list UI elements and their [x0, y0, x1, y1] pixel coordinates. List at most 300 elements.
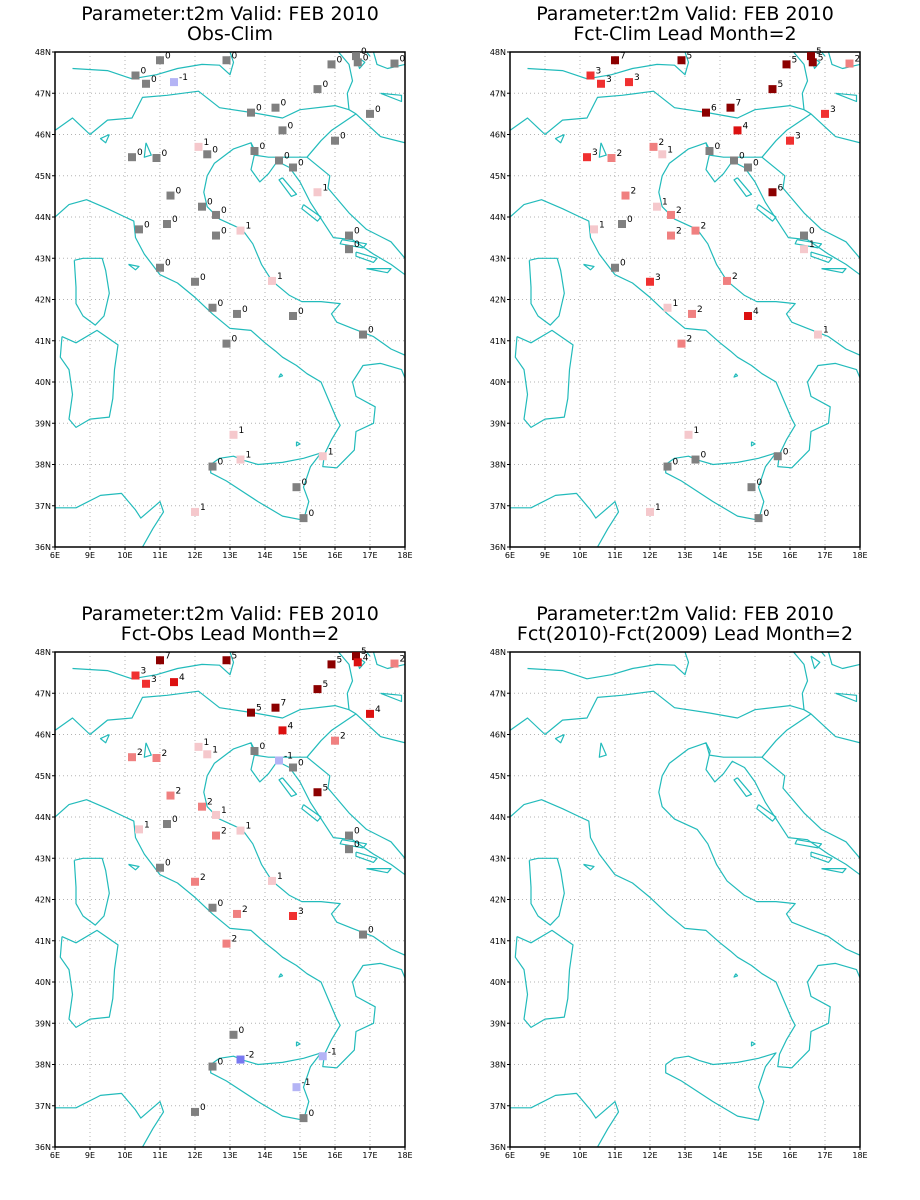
station-square — [237, 227, 245, 235]
station-square — [625, 78, 633, 86]
station-square — [293, 483, 301, 491]
station-square — [212, 232, 220, 240]
station-square — [727, 104, 735, 112]
station-square — [664, 304, 672, 312]
station-square — [319, 452, 327, 460]
station-marker — [769, 183, 784, 196]
lon-tick-label: 16E — [327, 551, 343, 560]
station-square — [366, 710, 374, 718]
station-marker — [734, 121, 749, 134]
station-value-label: 1 — [277, 871, 283, 882]
lat-tick-label: 37N — [489, 501, 506, 511]
station-marker — [251, 742, 266, 755]
station-value-label: 3 — [795, 131, 801, 142]
station-square — [163, 820, 171, 828]
station-marker — [755, 509, 770, 522]
station-value-label: 1 — [667, 145, 673, 156]
station-marker — [170, 673, 185, 686]
panel-title-line1: Parameter:t2m Valid: FEB 2010 — [81, 3, 379, 25]
station-value-label: 7 — [735, 98, 742, 109]
station-value-label: 4 — [179, 673, 185, 684]
station-value-label: 0 — [144, 220, 150, 231]
station-square — [230, 431, 238, 439]
station-square — [314, 788, 322, 796]
station-square — [135, 225, 143, 233]
station-square — [597, 80, 605, 88]
station-square — [314, 188, 322, 196]
station-marker — [590, 220, 605, 233]
station-square — [272, 104, 280, 112]
station-value-label: 3 — [592, 148, 598, 159]
lon-tick-label: 15E — [747, 1151, 763, 1160]
lat-tick-label: 37N — [34, 1101, 51, 1111]
station-marker — [195, 738, 210, 751]
station-marker — [727, 99, 742, 112]
lon-tick-label: 12E — [187, 551, 203, 560]
station-value-label: 0 — [672, 457, 679, 468]
station-square — [268, 877, 276, 885]
station-square — [583, 153, 591, 161]
station-square — [658, 150, 666, 158]
lon-tick-label: 11E — [152, 551, 168, 560]
lon-tick-label: 17E — [362, 551, 378, 560]
station-marker — [608, 149, 623, 162]
panel-title-line1: Parameter:t2m Valid: FEB 2010 — [536, 3, 834, 25]
station-marker — [814, 326, 829, 339]
lat-tick-label: 48N — [34, 48, 51, 57]
station-value-label: 2 — [137, 748, 143, 759]
station-square — [167, 792, 175, 800]
station-square — [163, 220, 171, 228]
station-square — [132, 72, 140, 80]
station-value-label: 1 — [655, 502, 661, 513]
station-value-label: 6 — [711, 103, 717, 114]
station-value-label: 0 — [756, 478, 763, 489]
lat-tick-label: 39N — [489, 1019, 506, 1029]
station-marker — [167, 787, 182, 800]
station-marker — [233, 305, 248, 318]
lon-tick-label: 12E — [642, 551, 658, 560]
station-square — [156, 864, 164, 872]
station-value-label: 5 — [686, 51, 693, 62]
station-square — [212, 832, 220, 840]
station-marker — [744, 159, 759, 172]
station-value-label: 7 — [280, 698, 287, 709]
panel-title-line2: Fct-Clim Lead Month=2 — [573, 23, 797, 45]
station-value-label: 0 — [362, 53, 369, 64]
station-marker — [279, 721, 294, 734]
station-value-label: 0 — [361, 47, 367, 58]
station-marker — [293, 1078, 311, 1091]
station-square — [156, 56, 164, 64]
station-value-label: 0 — [207, 197, 213, 208]
station-square — [223, 340, 231, 348]
lon-tick-label: 6E — [49, 1151, 61, 1160]
lat-tick-label: 45N — [34, 771, 51, 781]
station-value-label: 3 — [634, 73, 640, 84]
station-marker — [153, 149, 168, 162]
station-square — [237, 1056, 245, 1064]
station-square — [692, 227, 700, 235]
station-square — [821, 110, 829, 118]
station-square — [142, 680, 150, 688]
station-value-label: 0 — [221, 226, 227, 237]
station-square — [319, 1052, 327, 1060]
lon-tick-label: 17E — [817, 551, 833, 560]
station-square — [809, 58, 817, 66]
station-square — [251, 147, 259, 155]
station-square — [345, 232, 353, 240]
lon-tick-label: 16E — [782, 1151, 798, 1160]
lon-tick-label: 13E — [677, 551, 693, 560]
station-value-label: 2 — [616, 149, 623, 160]
station-square — [328, 60, 336, 68]
lon-tick-label: 15E — [747, 551, 763, 560]
panel-title-line2: Fct(2010)-Fct(2009) Lead Month=2 — [516, 623, 854, 645]
station-marker — [272, 699, 287, 712]
station-square — [744, 164, 752, 172]
station-square — [688, 310, 696, 318]
lat-tick-label: 41N — [489, 936, 506, 946]
station-marker — [366, 705, 381, 718]
station-marker — [366, 105, 381, 118]
station-square — [734, 126, 742, 134]
station-marker — [212, 206, 227, 219]
station-square — [223, 940, 231, 948]
lat-tick-label: 46N — [34, 130, 51, 140]
station-square — [774, 452, 782, 460]
station-value-label: 0 — [259, 142, 266, 152]
station-square — [153, 154, 161, 162]
station-marker — [706, 142, 721, 155]
lat-tick-label: 46N — [489, 730, 506, 740]
station-value-label: 0 — [354, 226, 360, 237]
station-marker — [769, 80, 784, 93]
station-value-label: 2 — [676, 205, 682, 216]
station-value-label: 0 — [217, 298, 224, 309]
station-marker — [156, 651, 171, 664]
station-value-label: 0 — [200, 272, 206, 283]
station-square — [128, 753, 136, 761]
station-marker — [209, 1058, 224, 1071]
station-square — [730, 156, 738, 164]
station-value-label: 0 — [322, 80, 329, 91]
station-value-label: 0 — [399, 54, 406, 65]
station-square — [800, 232, 808, 240]
lat-tick-label: 43N — [489, 854, 506, 864]
station-square — [135, 825, 143, 833]
station-value-label: 0 — [354, 240, 360, 251]
station-marker — [625, 73, 640, 86]
lat-tick-label: 47N — [489, 689, 506, 699]
station-marker — [268, 872, 283, 885]
lon-tick-label: 10E — [117, 1151, 133, 1160]
station-value-label: 1 — [203, 737, 210, 748]
station-square — [678, 340, 686, 348]
station-square — [209, 1063, 217, 1071]
station-marker — [128, 148, 143, 161]
lat-tick-label: 38N — [34, 460, 51, 470]
station-square — [744, 312, 752, 320]
station-marker — [289, 307, 304, 320]
station-marker — [247, 104, 262, 117]
coastline — [503, 652, 860, 1168]
lon-tick-label: 13E — [222, 551, 238, 560]
station-value-label: 0 — [172, 215, 178, 226]
station-marker — [846, 55, 861, 68]
station-value-label: 0 — [165, 858, 171, 869]
lat-tick-label: 41N — [34, 936, 51, 946]
station-marker — [587, 67, 602, 80]
station-value-label: -1 — [301, 1078, 311, 1089]
lat-tick-label: 42N — [34, 895, 51, 905]
station-value-label: -1 — [284, 751, 293, 762]
station-value-label: 2 — [242, 904, 248, 915]
lon-tick-label: 14E — [712, 1151, 728, 1160]
station-square — [191, 878, 199, 886]
lon-tick-label: 16E — [782, 551, 798, 560]
station-marker — [191, 273, 206, 286]
station-value-label: 1 — [245, 821, 252, 832]
station-value-label: 1 — [327, 447, 334, 458]
station-square — [685, 431, 693, 439]
station-marker — [786, 132, 801, 145]
coastline — [503, 52, 860, 568]
lat-tick-label: 42N — [489, 295, 506, 305]
station-value-label: 4 — [753, 307, 759, 317]
station-value-label: 1 — [221, 805, 227, 816]
station-value-label: 3 — [606, 74, 612, 85]
station-square — [251, 747, 259, 755]
station-value-label: 0 — [308, 1109, 315, 1120]
station-value-label: 1 — [238, 425, 245, 436]
station-value-label: 2 — [221, 826, 227, 837]
station-square — [769, 188, 777, 196]
station-square — [359, 331, 367, 339]
station-square — [237, 456, 245, 464]
station-square — [156, 264, 164, 272]
station-square — [156, 656, 164, 664]
lat-tick-label: 47N — [489, 89, 506, 99]
station-square — [590, 225, 598, 233]
station-value-label: 0 — [259, 742, 266, 752]
station-square — [247, 109, 255, 117]
station-marker — [821, 105, 836, 118]
station-value-label: 1 — [809, 240, 815, 251]
station-square — [279, 726, 287, 734]
station-square — [611, 56, 619, 64]
station-marker — [702, 104, 717, 117]
station-value-label: 0 — [287, 121, 294, 132]
station-value-label: 0 — [137, 148, 143, 159]
station-square — [354, 58, 362, 66]
station-value-label: 5 — [817, 53, 824, 64]
station-square — [237, 827, 245, 835]
station-marker — [212, 227, 227, 240]
station-value-label: 1 — [672, 298, 679, 309]
station-value-label: 1 — [693, 425, 700, 436]
panel-title-line1: Parameter:t2m Valid: FEB 2010 — [81, 603, 379, 625]
lon-tick-label: 15E — [292, 1151, 308, 1160]
lat-tick-label: 47N — [34, 689, 51, 699]
station-value-label: 0 — [256, 103, 262, 114]
station-marker — [611, 51, 626, 64]
lon-tick-label: 12E — [187, 1151, 203, 1160]
station-marker — [331, 732, 346, 745]
station-square — [279, 126, 287, 134]
station-square — [195, 143, 203, 151]
station-value-label: 3 — [595, 66, 602, 77]
station-marker — [800, 227, 815, 240]
station-square — [622, 192, 630, 200]
station-marker — [300, 1109, 315, 1122]
station-marker — [688, 305, 703, 318]
station-value-label: 5 — [791, 55, 798, 66]
lon-tick-label: 11E — [152, 1151, 168, 1160]
station-value-label: 0 — [140, 66, 147, 77]
lon-tick-label: 6E — [504, 1151, 516, 1160]
station-marker — [156, 859, 171, 872]
station-value-label: 2 — [175, 786, 182, 797]
station-value-label: 0 — [165, 51, 171, 62]
station-marker — [237, 1051, 255, 1064]
station-value-label: 0 — [739, 151, 745, 162]
coastline — [48, 652, 405, 1168]
station-value-label: 0 — [217, 1057, 224, 1068]
lat-tick-label: 40N — [34, 978, 51, 987]
station-square — [769, 85, 777, 93]
lat-tick-label: 40N — [489, 978, 506, 987]
station-marker — [667, 227, 682, 240]
station-marker — [359, 326, 374, 339]
lon-tick-label: 9E — [539, 1151, 551, 1160]
station-marker — [646, 273, 661, 286]
station-marker — [314, 80, 329, 93]
station-marker — [212, 806, 227, 819]
station-value-label: 0 — [200, 1102, 206, 1113]
lat-tick-label: 36N — [34, 543, 51, 552]
station-square — [391, 660, 399, 668]
station-square — [755, 514, 763, 522]
panel-title-line2: Fct-Obs Lead Month=2 — [120, 623, 340, 645]
station-square — [293, 1083, 301, 1091]
station-marker — [230, 1026, 245, 1039]
station-marker — [170, 73, 188, 86]
lat-tick-label: 44N — [34, 813, 51, 822]
lon-tick-label: 18E — [397, 551, 413, 560]
station-value-label: 0 — [340, 131, 346, 142]
station-value-label: 0 — [298, 307, 304, 317]
station-marker — [279, 121, 294, 134]
station-marker — [328, 55, 343, 68]
station-value-label: 1 — [277, 271, 283, 282]
station-value-label: 0 — [242, 304, 248, 315]
station-marker — [345, 840, 360, 853]
station-value-label: 0 — [714, 142, 721, 152]
station-square — [748, 483, 756, 491]
station-square — [230, 1031, 238, 1039]
station-square — [203, 150, 211, 158]
station-square — [195, 743, 203, 751]
station-square — [289, 312, 297, 320]
station-square — [170, 78, 178, 86]
station-marker — [272, 99, 287, 112]
lat-tick-label: 39N — [34, 419, 51, 429]
station-value-label: 5 — [322, 680, 329, 691]
station-value-label: 0 — [368, 925, 374, 936]
station-marker — [664, 458, 679, 471]
station-square — [198, 803, 206, 811]
station-square — [209, 304, 217, 312]
map-panel-4 — [490, 603, 868, 1168]
lat-tick-label: 40N — [34, 378, 51, 387]
station-marker — [135, 820, 150, 833]
station-value-label: 5 — [322, 783, 329, 794]
station-square — [268, 277, 276, 285]
station-value-label: 0 — [231, 334, 238, 345]
lat-tick-label: 43N — [34, 254, 51, 264]
lat-tick-label: 45N — [489, 171, 506, 181]
station-value-label: 1 — [203, 137, 210, 148]
station-value-label: 0 — [217, 898, 224, 909]
lat-tick-label: 48N — [489, 648, 506, 657]
station-value-label: 0 — [375, 104, 381, 115]
station-value-label: 0 — [172, 815, 178, 826]
station-square — [314, 85, 322, 93]
station-marker — [268, 272, 283, 285]
station-value-label: 0 — [308, 509, 315, 520]
station-square — [706, 147, 714, 155]
station-marker — [314, 783, 329, 796]
station-marker — [135, 220, 150, 233]
station-marker — [650, 138, 665, 151]
station-square — [359, 931, 367, 939]
station-square — [212, 211, 220, 219]
station-square — [203, 750, 211, 758]
station-square — [153, 754, 161, 762]
lat-tick-label: 44N — [489, 813, 506, 822]
station-square — [354, 658, 362, 666]
station-value-label: 5 — [231, 651, 238, 662]
station-square — [692, 456, 700, 464]
map-panel-3 — [35, 603, 413, 1168]
station-square — [198, 203, 206, 211]
station-value-label: 1 — [212, 745, 218, 756]
station-square — [667, 232, 675, 240]
station-marker — [667, 206, 682, 219]
station-value-label: 1 — [599, 220, 605, 231]
station-value-label: 0 — [753, 158, 759, 169]
lat-tick-label: 36N — [34, 1143, 51, 1152]
station-value-label: 1 — [823, 325, 829, 336]
lon-tick-label: 10E — [572, 551, 588, 560]
station-square — [846, 60, 854, 68]
station-marker — [233, 905, 248, 918]
station-square — [191, 508, 199, 516]
station-marker — [391, 655, 406, 668]
lon-tick-label: 10E — [572, 1151, 588, 1160]
station-marker — [289, 159, 304, 172]
station-square — [142, 80, 150, 88]
station-square — [800, 245, 808, 253]
lat-tick-label: 46N — [34, 730, 51, 740]
station-marker — [132, 667, 147, 680]
lon-tick-label: 14E — [712, 551, 728, 560]
station-square — [300, 1114, 308, 1122]
lat-tick-label: 38N — [34, 1060, 51, 1070]
station-square — [366, 110, 374, 118]
station-value-label: 2 — [231, 934, 238, 945]
